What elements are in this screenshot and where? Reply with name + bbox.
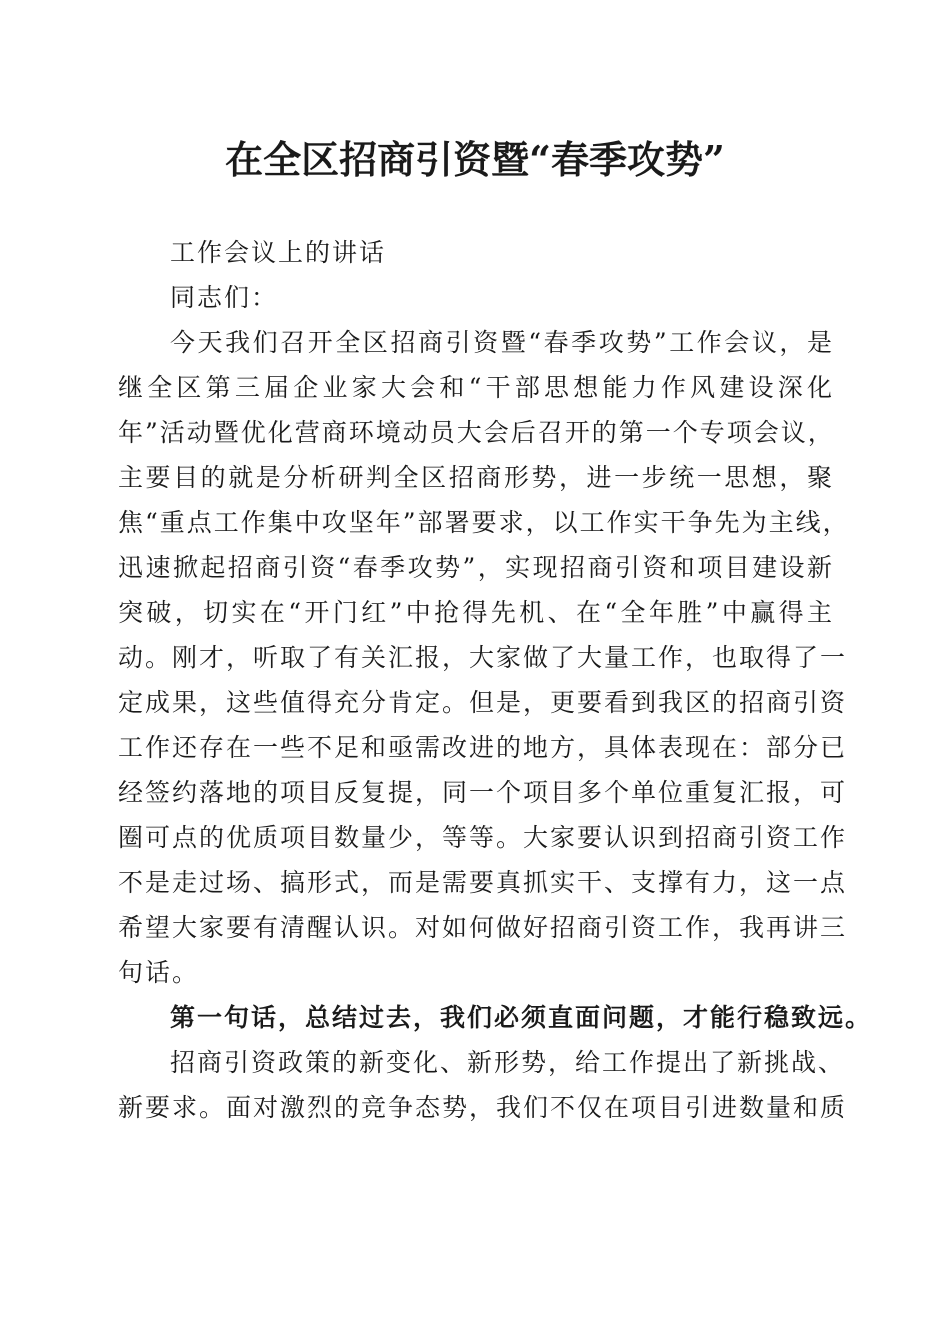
paragraph-line: 动。刚才，听取了有关汇报，大家做了大量工作，也取得了一	[118, 643, 848, 672]
paragraph-line: 迅速掀起招商引资“春季攻势”，实现招商引资和项目建设新	[118, 553, 834, 582]
paragraph-line: 圈可点的优质项目数量少，等等。大家要认识到招商引资工作	[118, 823, 848, 852]
paragraph-line: 经签约落地的项目反复提，同一个项目多个单位重复汇报，可	[118, 778, 848, 807]
paragraph-line: 突破，切实在“开门红”中抢得先机、在“全年胜”中赢得主	[118, 598, 834, 627]
paragraph-line: 新要求。面对激烈的竞争态势，我们不仅在项目引进数量和质	[118, 1093, 848, 1122]
paragraph-line: 定成果，这些值得充分肯定。但是，更要看到我区的招商引资	[118, 688, 848, 717]
paragraph-line: 继全区第三届企业家大会和“干部思想能力作风建设深化	[118, 373, 834, 402]
paragraph-line: 年”活动暨优化营商环境动员大会后召开的第一个专项会议，	[118, 418, 835, 447]
paragraph-line: 今天我们召开全区招商引资暨“春季攻势”工作会议，是	[170, 328, 834, 357]
paragraph-line: 招商引资政策的新变化、新形势，给工作提出了新挑战、	[170, 1048, 846, 1077]
salutation: 同志们：	[170, 283, 279, 312]
paragraph-line: 希望大家要有清醒认识。对如何做好招商引资工作，我再讲三	[118, 913, 848, 942]
paragraph-line: 不是走过场、搞形式，而是需要真抓实干、支撑有力，这一点	[118, 868, 848, 897]
paragraph-line: 焦“重点工作集中攻坚年”部署要求，以工作实干争先为主线，	[118, 508, 850, 537]
subtitle-line: 工作会议上的讲话	[170, 238, 387, 267]
paragraph-line: 主要目的就是分析研判全区招商形势，进一步统一思想，聚	[118, 463, 834, 492]
document-body	[118, 230, 873, 1130]
paragraph-line: 工作还存在一些不足和亟需改进的地方，具体表现在：部分已	[118, 733, 848, 762]
document-title: 在全区招商引资暨“春季攻势”	[225, 137, 725, 182]
paragraph-1	[118, 320, 850, 995]
paragraph-line: 句话。	[118, 958, 200, 987]
paragraph-2	[118, 1040, 848, 1130]
section-heading-1: 第一句话，总结过去，我们必须直面问题，才能行稳致远。	[170, 1003, 873, 1032]
